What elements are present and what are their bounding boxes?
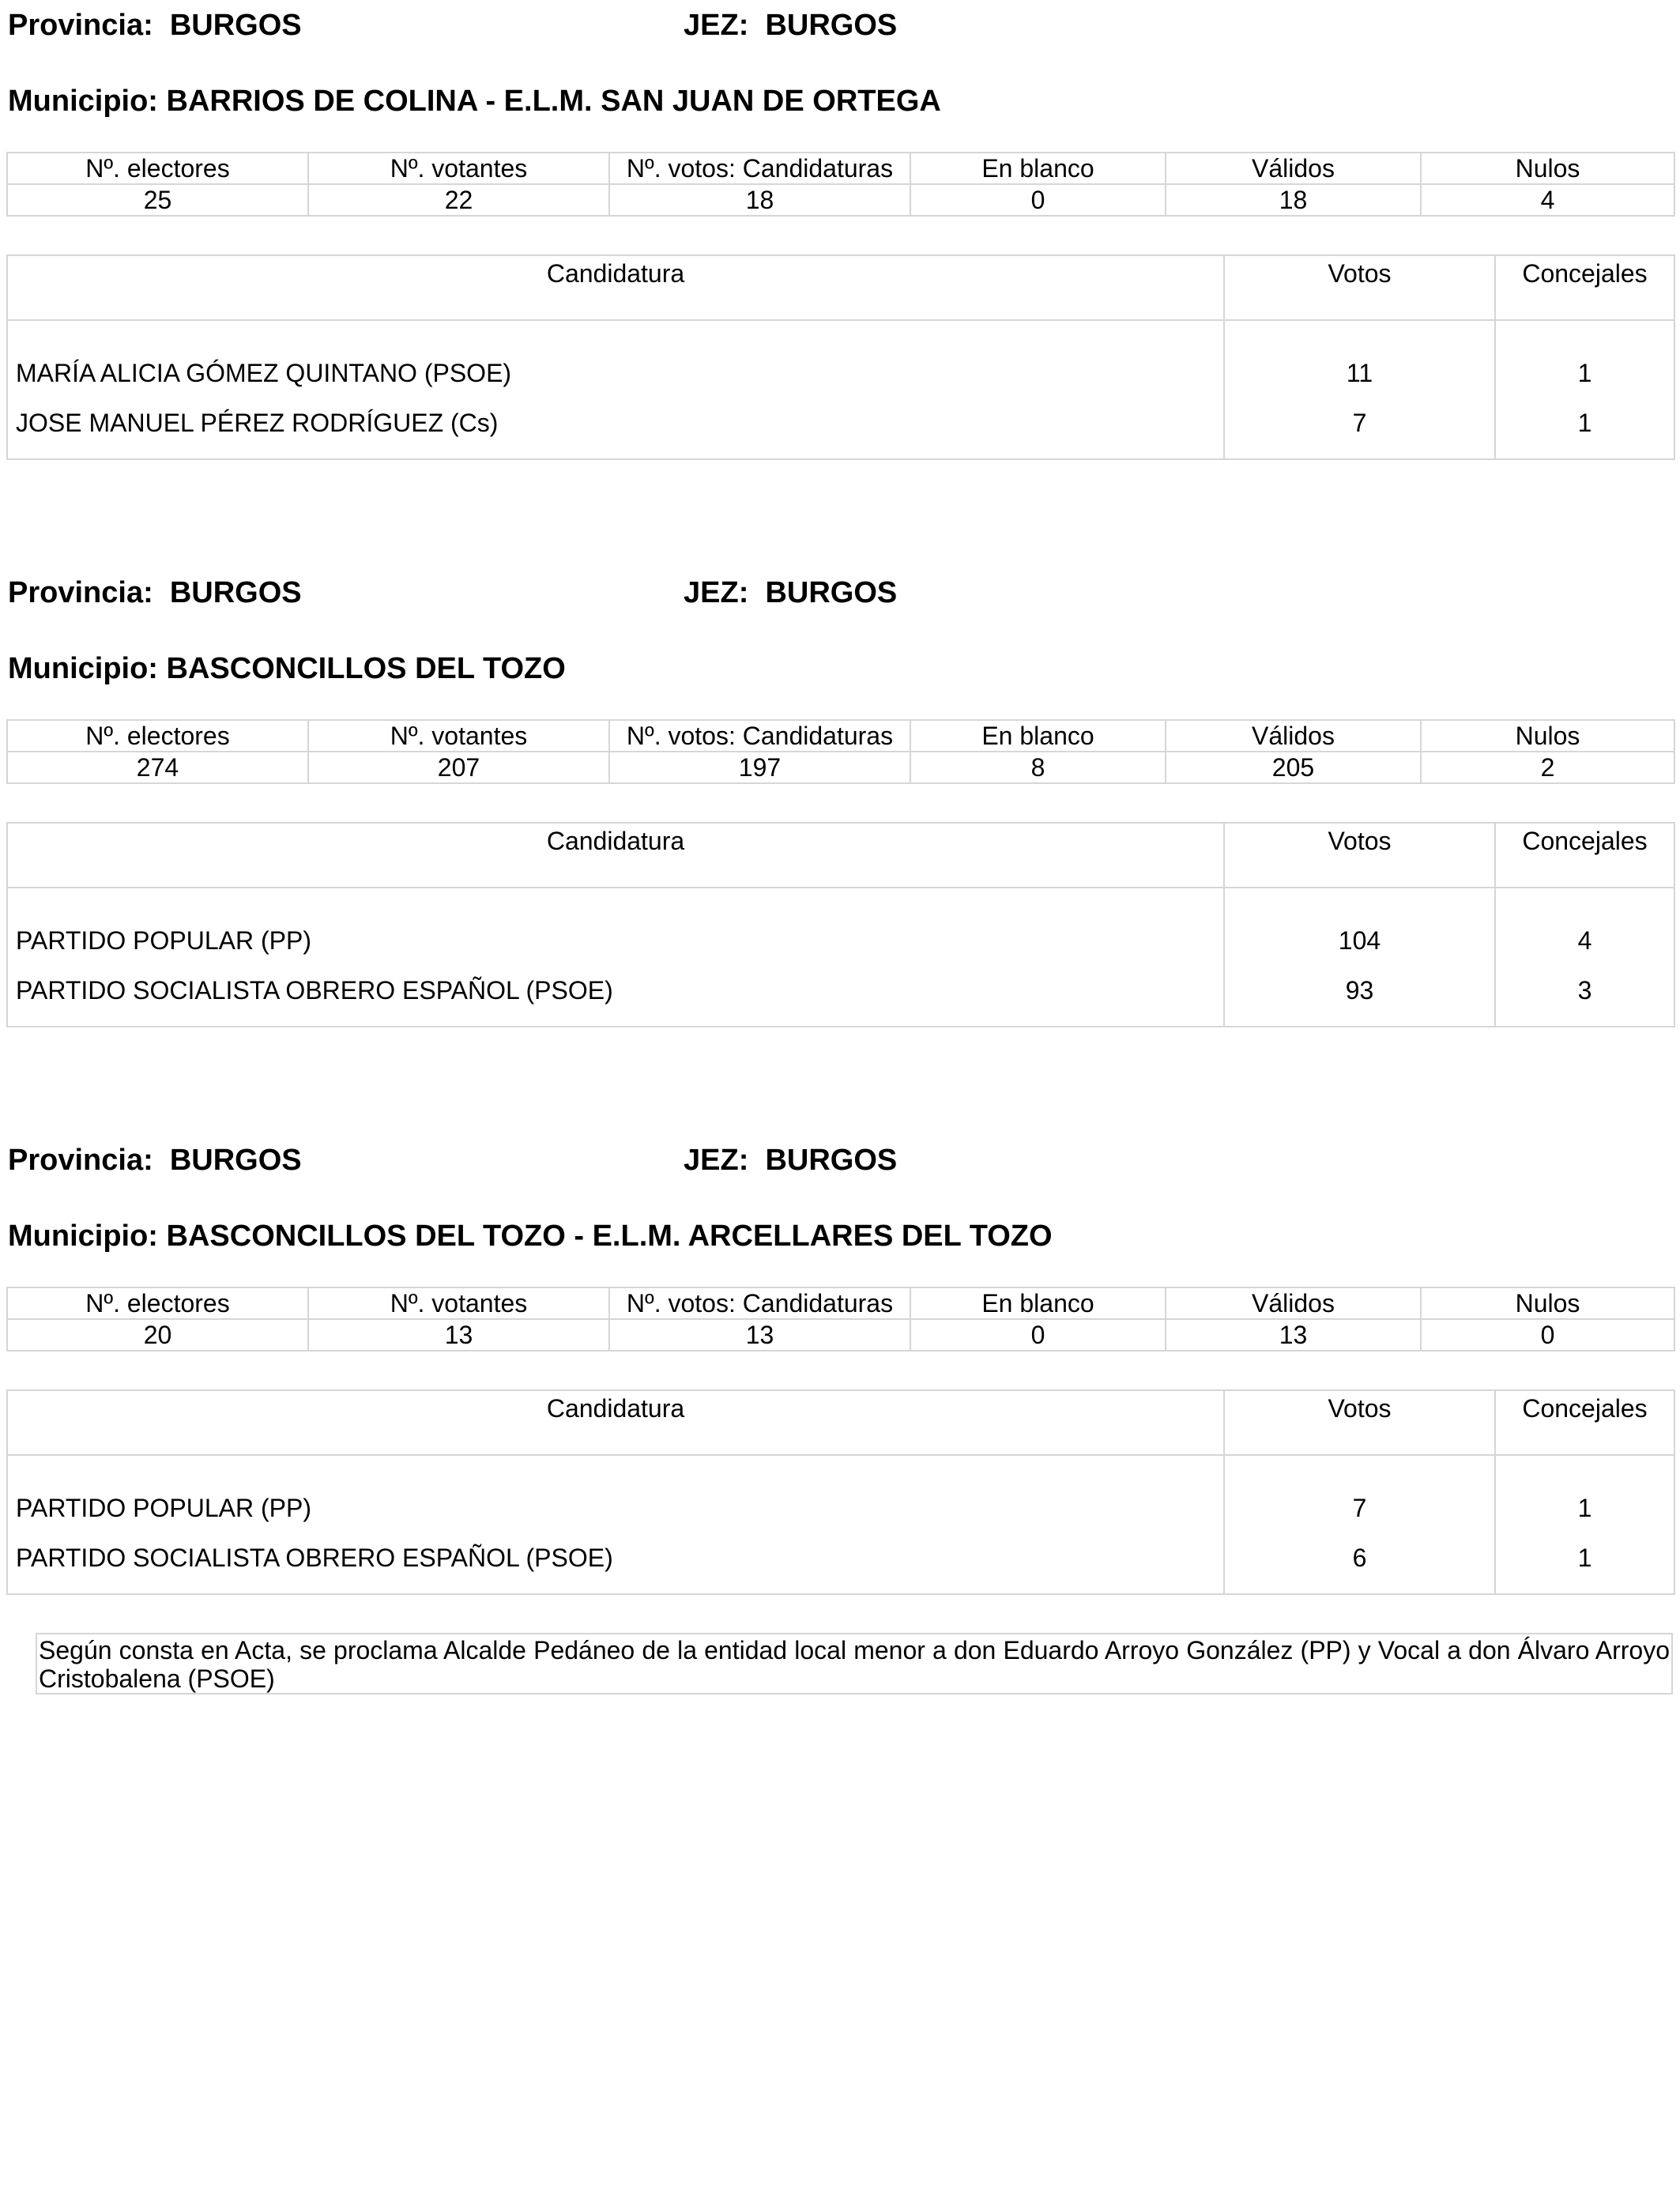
candidate-row <box>7 888 1674 965</box>
jez-value: BURGOS <box>765 576 898 609</box>
municipality-block <box>0 0 1680 569</box>
municipio-label: Municipio: <box>8 85 158 118</box>
candidates-header-row <box>7 255 1674 320</box>
candidate-concejales: 1 <box>1495 1455 1674 1532</box>
summary-header-cell: Válidos <box>1166 1287 1421 1319</box>
candidate-name: MARÍA ALICIA GÓMEZ QUINTANO (PSOE) <box>7 320 1224 398</box>
summary-value-cell: 8 <box>910 752 1166 783</box>
municipality-block <box>0 1135 1680 1704</box>
summary-value-cell: 18 <box>609 184 910 216</box>
jez-heading <box>684 1143 897 1178</box>
summary-value-cell: 25 <box>7 184 308 216</box>
summary-header-cell: Nº. votantes <box>308 1287 609 1319</box>
summary-value-cell: 20 <box>7 1319 308 1351</box>
candidatura-header: Candidatura <box>7 1390 1224 1455</box>
summary-header-cell: Nº. votos: Candidaturas <box>609 720 910 752</box>
summary-table <box>6 152 1675 217</box>
provincia-value: BURGOS <box>169 9 302 42</box>
summary-header-cell: Nº. votantes <box>308 720 609 752</box>
summary-value-cell: 18 <box>1166 184 1421 216</box>
summary-table <box>6 719 1675 784</box>
summary-table <box>6 1287 1675 1351</box>
provincia-label: Provincia: <box>8 1144 153 1177</box>
candidate-row <box>7 1532 1674 1594</box>
summary-header-row <box>7 720 1674 752</box>
summary-value-cell: 274 <box>7 752 308 783</box>
municipio-value: BARRIOS DE COLINA - E.L.M. SAN JUAN DE ORTEGA <box>166 85 941 118</box>
municipio-label: Municipio: <box>8 652 158 685</box>
candidate-concejales: 1 <box>1495 320 1674 398</box>
municipio-heading <box>8 1219 1053 1253</box>
candidates-table <box>6 822 1675 1027</box>
summary-value-cell: 0 <box>910 1319 1166 1351</box>
summary-header-cell: Válidos <box>1166 153 1421 184</box>
votos-header: Votos <box>1224 1390 1495 1455</box>
provincia-heading <box>8 1143 302 1178</box>
candidate-name: PARTIDO SOCIALISTA OBRERO ESPAÑOL (PSOE) <box>7 965 1224 1027</box>
provincia-label: Provincia: <box>8 9 153 42</box>
summary-header-row <box>7 1287 1674 1319</box>
provincia-label: Provincia: <box>8 576 153 609</box>
summary-header-cell: Nº. votos: Candidaturas <box>609 153 910 184</box>
jez-label: JEZ: <box>684 1144 749 1177</box>
summary-header-cell: Nº. electores <box>7 153 308 184</box>
votos-header: Votos <box>1224 255 1495 320</box>
summary-header-cell: En blanco <box>910 720 1166 752</box>
municipio-heading <box>8 84 941 119</box>
proclamation-note: Según consta en Acta, se proclama Alcalde Pedáneo de la entidad local menor a don Eduardo Arroyo González (PP) y Vocal a don Álvaro Arroyo Cristobalena (PSOE) <box>36 1633 1673 1695</box>
summary-header-row <box>7 153 1674 184</box>
summary-value-cell: 205 <box>1166 752 1421 783</box>
summary-value-cell: 22 <box>308 184 609 216</box>
votos-header: Votos <box>1224 823 1495 888</box>
candidate-concejales: 4 <box>1495 888 1674 965</box>
jez-heading <box>684 575 897 610</box>
summary-value-cell: 197 <box>609 752 910 783</box>
provincia-value: BURGOS <box>169 576 302 609</box>
summary-header-cell: Nulos <box>1421 1287 1674 1319</box>
candidate-name: JOSE MANUEL PÉREZ RODRÍGUEZ (Cs) <box>7 398 1224 459</box>
summary-value-row <box>7 1319 1674 1351</box>
summary-value-cell: 207 <box>308 752 609 783</box>
candidate-name: PARTIDO SOCIALISTA OBRERO ESPAÑOL (PSOE) <box>7 1532 1224 1594</box>
summary-header-cell: En blanco <box>910 153 1166 184</box>
jez-heading <box>684 8 897 43</box>
concejales-header: Concejales <box>1495 1390 1674 1455</box>
summary-value-row <box>7 184 1674 216</box>
municipio-value: BASCONCILLOS DEL TOZO <box>166 652 566 685</box>
candidate-row <box>7 398 1674 459</box>
candidate-concejales: 1 <box>1495 398 1674 459</box>
municipio-label: Municipio: <box>8 1220 158 1253</box>
concejales-header: Concejales <box>1495 255 1674 320</box>
summary-value-cell: 13 <box>1166 1319 1421 1351</box>
summary-value-cell: 4 <box>1421 184 1674 216</box>
summary-header-cell: Nº. electores <box>7 720 308 752</box>
summary-header-cell: Nº. votos: Candidaturas <box>609 1287 910 1319</box>
municipio-value: BASCONCILLOS DEL TOZO - E.L.M. ARCELLARES DEL TOZO <box>166 1220 1053 1253</box>
municipality-block <box>0 567 1680 1137</box>
summary-header-cell: En blanco <box>910 1287 1166 1319</box>
candidates-table <box>6 1389 1675 1595</box>
candidates-header-row <box>7 1390 1674 1455</box>
summary-header-cell: Válidos <box>1166 720 1421 752</box>
candidate-votos: 93 <box>1224 965 1495 1027</box>
jez-value: BURGOS <box>765 9 898 42</box>
summary-value-cell: 0 <box>910 184 1166 216</box>
provincia-heading <box>8 575 302 610</box>
candidate-row <box>7 965 1674 1027</box>
candidates-table <box>6 254 1675 460</box>
summary-value-row <box>7 752 1674 783</box>
summary-header-cell: Nº. electores <box>7 1287 308 1319</box>
summary-header-cell: Nulos <box>1421 720 1674 752</box>
summary-value-cell: 0 <box>1421 1319 1674 1351</box>
provincia-value: BURGOS <box>169 1144 302 1177</box>
municipio-heading <box>8 651 566 686</box>
candidate-name: PARTIDO POPULAR (PP) <box>7 888 1224 965</box>
summary-value-cell: 13 <box>609 1319 910 1351</box>
concejales-header: Concejales <box>1495 823 1674 888</box>
candidate-concejales: 3 <box>1495 965 1674 1027</box>
candidate-votos: 6 <box>1224 1532 1495 1594</box>
jez-value: BURGOS <box>765 1144 898 1177</box>
candidate-votos: 11 <box>1224 320 1495 398</box>
candidate-votos: 7 <box>1224 398 1495 459</box>
candidatura-header: Candidatura <box>7 255 1224 320</box>
candidate-votos: 7 <box>1224 1455 1495 1532</box>
jez-label: JEZ: <box>684 9 749 42</box>
candidatura-header: Candidatura <box>7 823 1224 888</box>
provincia-heading <box>8 8 302 43</box>
candidate-concejales: 1 <box>1495 1532 1674 1594</box>
candidate-row <box>7 1455 1674 1532</box>
candidates-header-row <box>7 823 1674 888</box>
summary-value-cell: 13 <box>308 1319 609 1351</box>
jez-label: JEZ: <box>684 576 749 609</box>
candidate-votos: 104 <box>1224 888 1495 965</box>
candidate-row <box>7 320 1674 398</box>
candidate-name: PARTIDO POPULAR (PP) <box>7 1455 1224 1532</box>
summary-header-cell: Nulos <box>1421 153 1674 184</box>
summary-value-cell: 2 <box>1421 752 1674 783</box>
summary-header-cell: Nº. votantes <box>308 153 609 184</box>
